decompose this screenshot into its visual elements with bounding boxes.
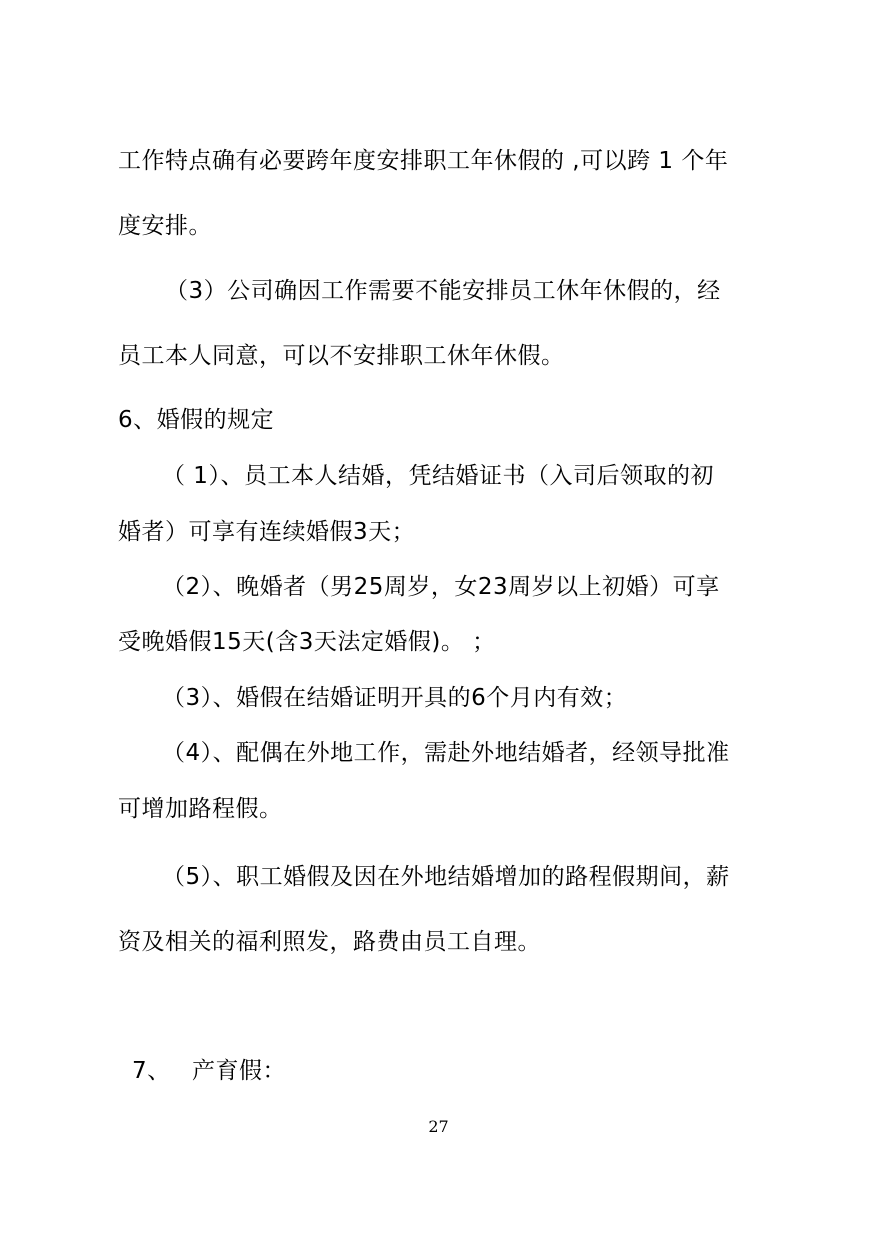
section-heading: 6、婚假的规定 <box>118 407 275 433</box>
paragraph-line: 可增加路程假。 <box>118 796 283 822</box>
paragraph-line: 资及相关的福利照发，路费由员工自理。 <box>118 929 541 955</box>
paragraph-line: 婚者）可享有连续婚假3天； <box>118 519 416 545</box>
section-number: 7、 <box>132 1058 171 1084</box>
paragraph-line: 度安排。 <box>118 213 212 239</box>
paragraph-line: （2）、晚婚者（男25周岁，女23周岁以上初婚）可享 <box>162 574 720 600</box>
paragraph-line: 工作特点确有必要跨年度安排职工年休假的 ,可以跨 1 个年 <box>118 148 729 174</box>
paragraph-line: 员工本人同意，可以不安排职工休年休假。 <box>118 343 565 369</box>
paragraph-line: （ 1）、员工本人结婚，凭结婚证书（入司后领取的初 <box>162 463 714 489</box>
section-title: 产育假： <box>192 1058 286 1084</box>
section-heading-7 <box>132 1056 286 1086</box>
paragraph-line: 受晚婚假15天(含3天法定婚假)。 ； <box>118 629 496 655</box>
page-number: 27 <box>428 1117 449 1136</box>
paragraph-line: （4）、配偶在外地工作，需赴外地结婚者，经领导批准 <box>162 740 730 766</box>
paragraph-line: （5）、职工婚假及因在外地结婚增加的路程假期间，薪 <box>162 864 730 890</box>
paragraph-line: （3）、婚假在结婚证明开具的6个月内有效； <box>162 685 628 711</box>
paragraph-line: （3）公司确因工作需要不能安排员工休年休假的，经 <box>165 278 721 304</box>
